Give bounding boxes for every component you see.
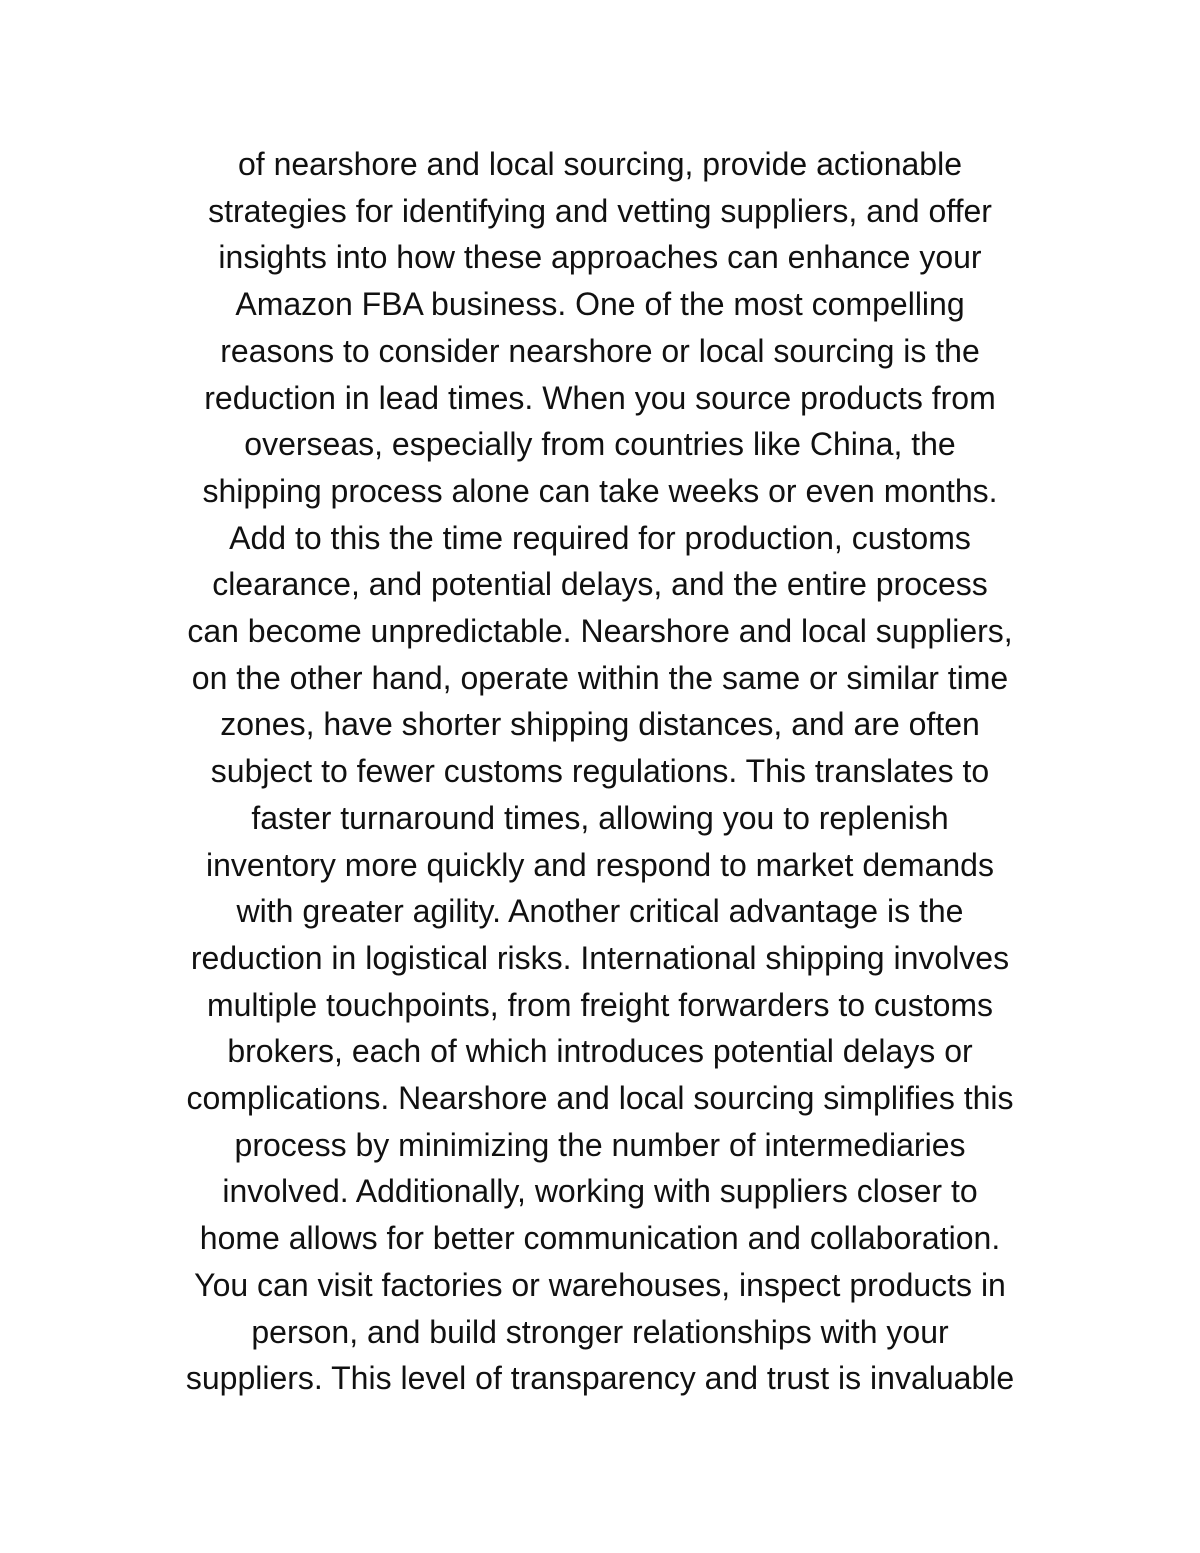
text-line: You can visit factories or warehouses, inspect products in bbox=[194, 1266, 1006, 1303]
text-line: shipping process alone can take weeks or even months. bbox=[202, 472, 998, 509]
text-line: can become unpredictable. Nearshore and local suppliers, bbox=[187, 613, 1013, 650]
text-line: zones, have shorter shipping distances, and are often bbox=[220, 706, 980, 743]
text-line: subject to fewer customs regulations. This translates to bbox=[210, 753, 990, 790]
text-line: faster turnaround times, allowing you to replenish bbox=[251, 799, 949, 836]
text-line: clearance, and potential delays, and the entire process bbox=[212, 566, 988, 603]
text-line: Add to this the time required for production, customs bbox=[229, 519, 971, 556]
text-line: of nearshore and local sourcing, provide actionable bbox=[237, 146, 962, 182]
text-line: strategies for identifying and vetting suppliers, and offer bbox=[208, 192, 992, 229]
text-line: overseas, especially from countries like China, the bbox=[244, 426, 956, 463]
text-line: multiple touchpoints, from freight forwarders to customs bbox=[206, 986, 994, 1023]
text-line: with greater agility. Another critical advantage is the bbox=[236, 893, 964, 930]
text-line: process by minimizing the number of intermediaries bbox=[234, 1126, 966, 1163]
text-line: inventory more quickly and respond to market demands bbox=[206, 846, 994, 883]
text-line: reasons to consider nearshore or local sourcing is the bbox=[220, 332, 980, 369]
text-line: reduction in lead times. When you source products from bbox=[204, 379, 996, 416]
text-line: brokers, each of which introduces potential delays or bbox=[227, 1033, 973, 1070]
text-line: involved. Additionally, working with suppliers closer to bbox=[222, 1173, 978, 1210]
text-line: on the other hand, operate within the same or similar time bbox=[191, 659, 1009, 696]
text-line: reduction in logistical risks. International shipping involves bbox=[190, 939, 1010, 976]
text-line: complications. Nearshore and local sourcing simplifies this bbox=[186, 1080, 1014, 1117]
text-line: insights into how these approaches can enhance your bbox=[218, 239, 982, 276]
text-line: home allows for better communication and collaboration. bbox=[199, 1220, 1001, 1257]
text-line: suppliers. This level of transparency and trust is invaluable bbox=[185, 1360, 1015, 1397]
text-line: person, and build stronger relationships with your bbox=[251, 1313, 949, 1350]
text-line: Amazon FBA business. One of the most compelling bbox=[235, 286, 965, 323]
body-paragraph bbox=[100, 141, 1100, 1402]
